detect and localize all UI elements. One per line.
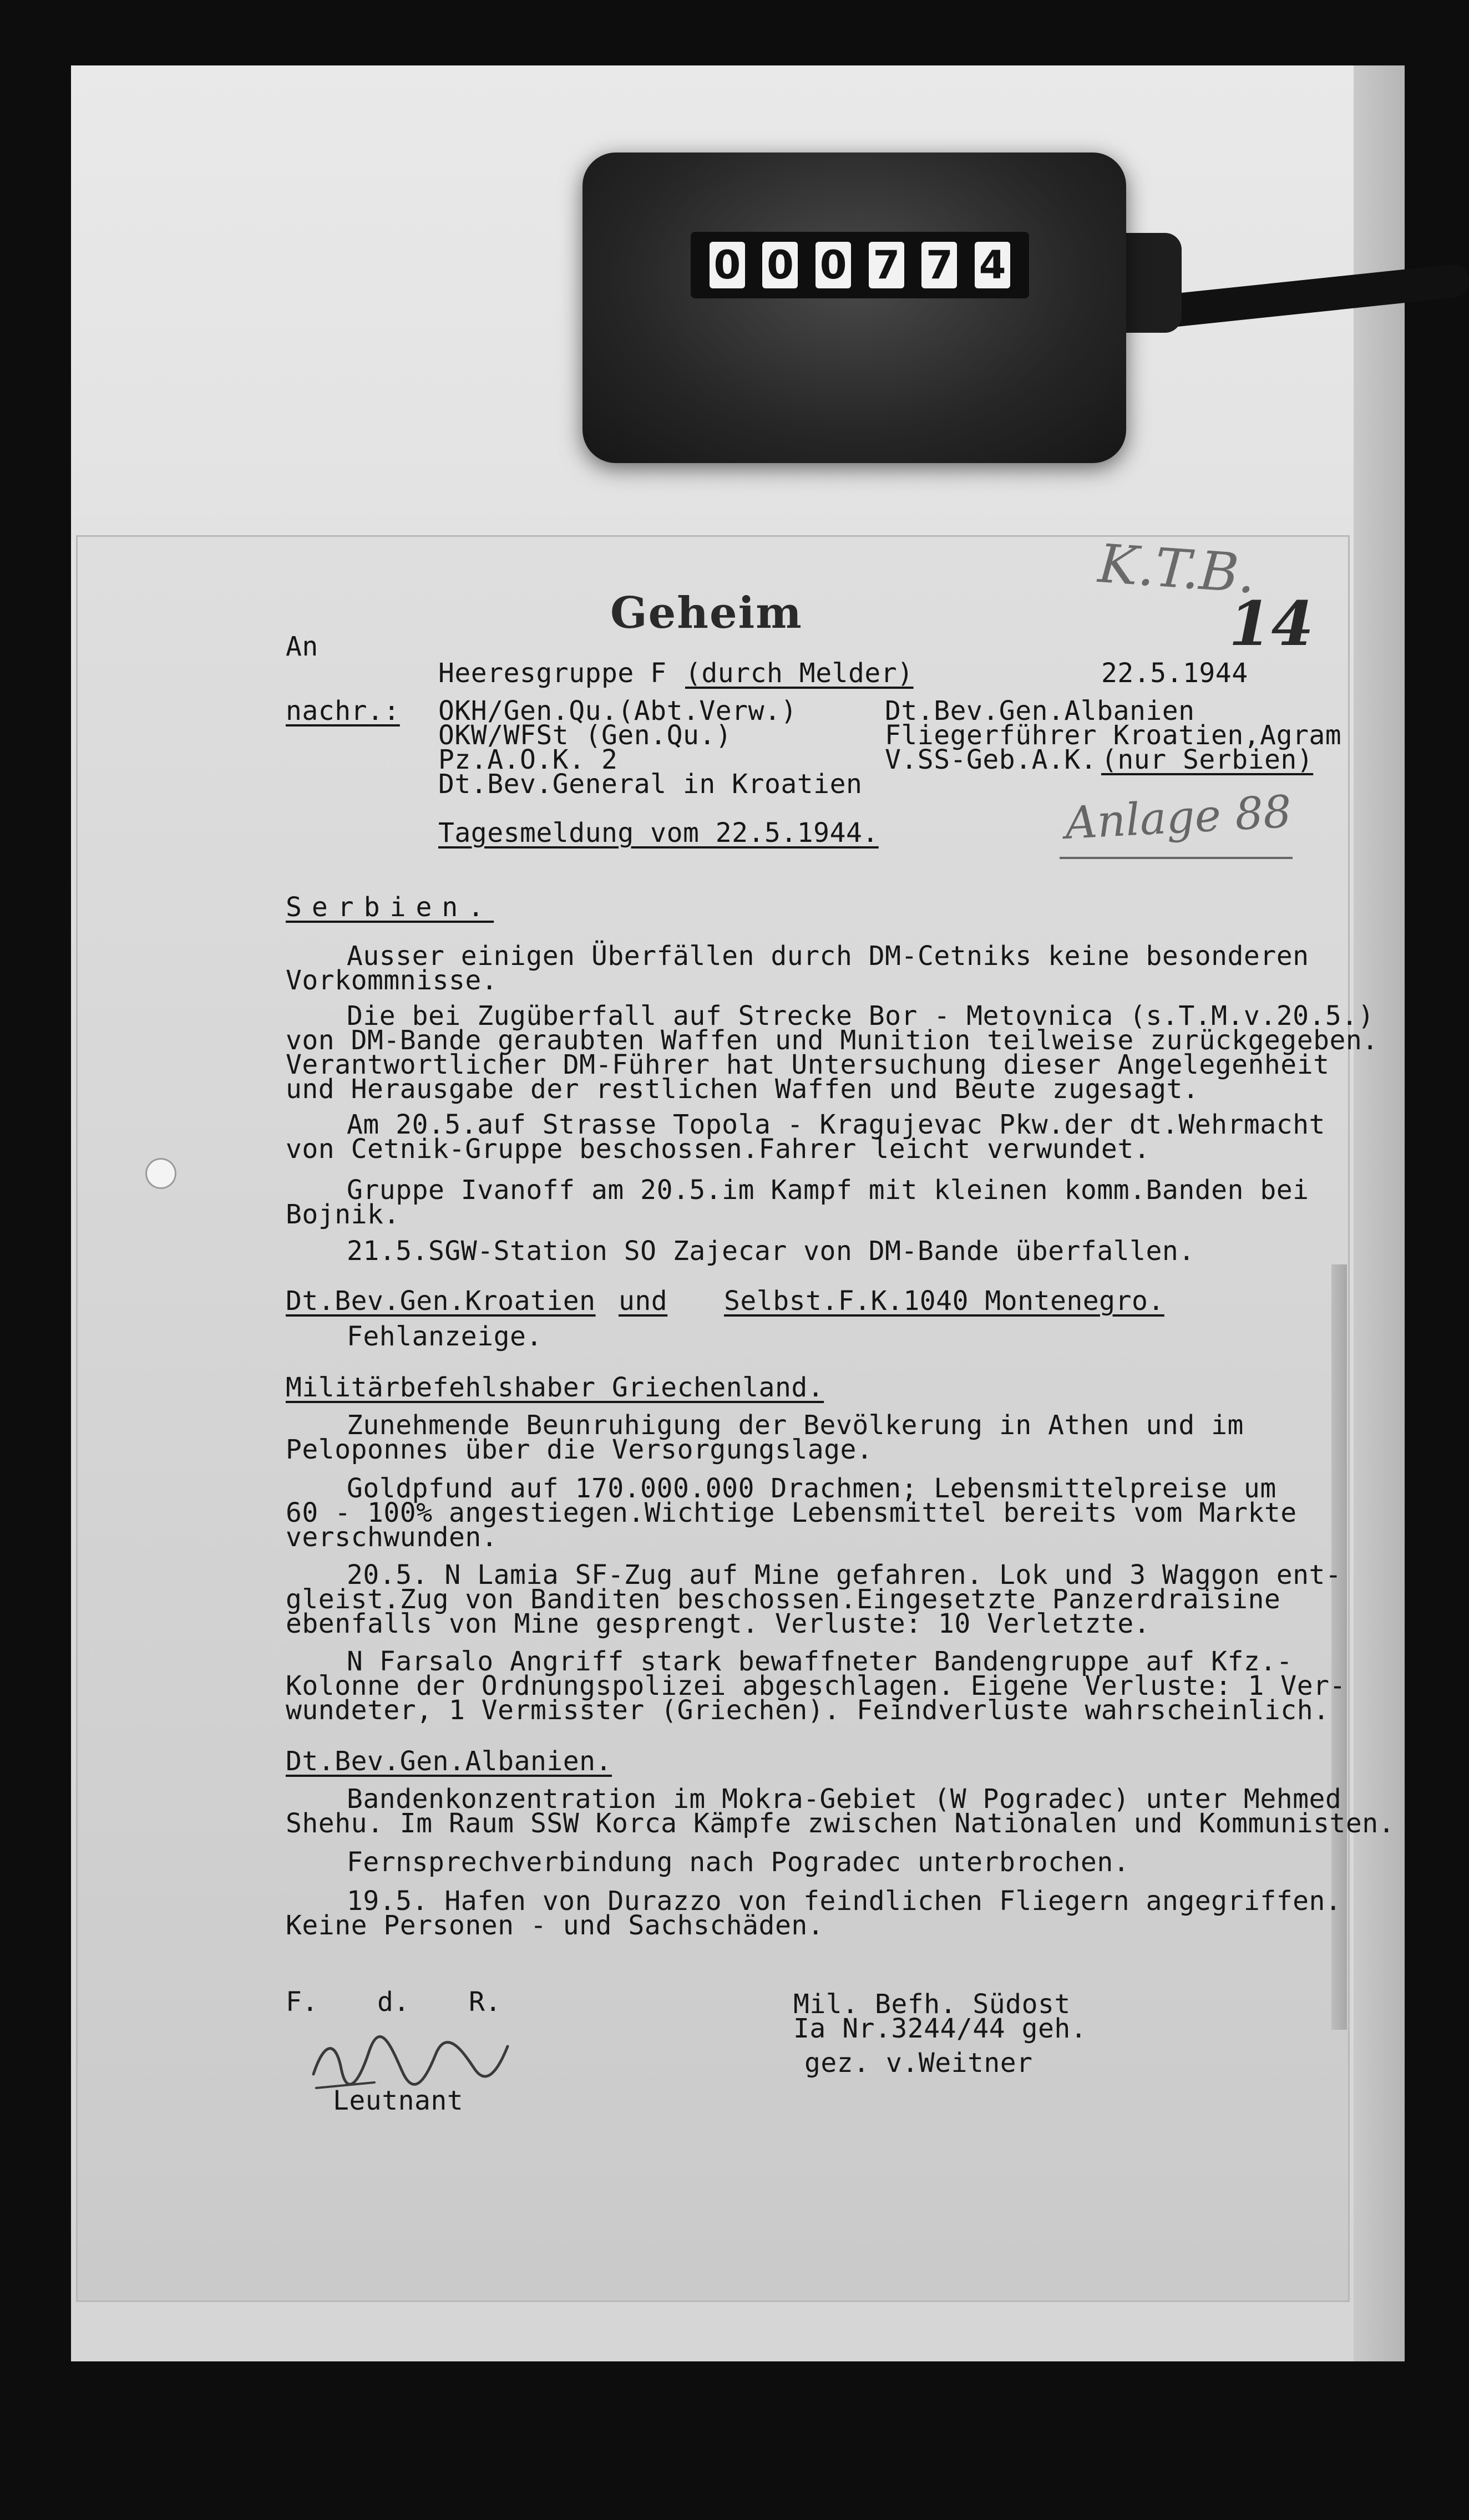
subject-line: Tagesmeldung vom 22.5.1944. xyxy=(438,817,879,849)
section-heading-serbien: Serbien. xyxy=(286,892,494,923)
sender-line: gez. v.Weitner xyxy=(804,2048,1033,2079)
cc-note: (nur Serbien) xyxy=(1101,744,1314,775)
body-line: Verantwortlicher DM-Führer hat Untersuchung dieser Angelegenheit xyxy=(286,1049,1330,1080)
body-line: 60 - 100% angestiegen.Wichtige Lebensmittel bereits vom Markte xyxy=(286,1497,1297,1528)
body-line: und Herausgabe der restlichen Waffen und Beute zugesagt. xyxy=(286,1074,1199,1105)
body-line: Shehu. Im Raum SSW Korca Kämpfe zwischen Nationalen und Kommunisten. xyxy=(286,1808,1395,1839)
counter-digit: 0 xyxy=(815,242,851,288)
body-line: Zunehmende Beunruhigung der Bevölkerung in Athen und im xyxy=(347,1410,1244,1441)
counter-digit: 7 xyxy=(921,242,957,288)
body-line: von DM-Bande geraubten Waffen und Munition teilweise zurückgegeben. xyxy=(286,1025,1379,1056)
folio-number: 14 xyxy=(1229,588,1314,659)
body-line: N Farsalo Angriff stark bewaffneter Bandengruppe auf Kfz.- xyxy=(347,1646,1293,1677)
counter-digit: 7 xyxy=(869,242,904,288)
body-line: Gruppe Ivanoff am 20.5.im Kampf mit kleinen komm.Banden bei xyxy=(347,1175,1309,1206)
counter-digit: 4 xyxy=(975,242,1010,288)
body-line: Fernsprechverbindung nach Pogradec unterbrochen. xyxy=(347,1847,1130,1878)
counter-digit: 0 xyxy=(762,242,798,288)
section-heading-montenegro: Selbst.F.K.1040 Montenegro. xyxy=(724,1286,1164,1317)
anlage-annotation: Anlage 88 xyxy=(1063,785,1293,849)
body-line: Ausser einigen Überfällen durch DM-Cetniks keine besonderen xyxy=(347,941,1309,972)
body-line: Vorkommnisse. xyxy=(286,965,498,996)
body-line: Peloponnes über die Versorgungslage. xyxy=(286,1434,873,1465)
sheet-edge xyxy=(1354,65,1405,2361)
cc-line: Pz.A.O.K. 2 xyxy=(438,744,618,775)
body-line: Goldpfund auf 170.000.000 Drachmen; Lebensmittelpreise um xyxy=(347,1473,1276,1504)
punch-hole xyxy=(145,1158,176,1189)
body-line: Keine Personen - und Sachschäden. xyxy=(286,1910,824,1941)
section-heading-kroatien: Dt.Bev.Gen.Kroatien xyxy=(286,1286,596,1317)
cc-line: Dt.Bev.Gen.Albanien xyxy=(885,695,1195,726)
body-line: verschwunden. xyxy=(286,1522,498,1553)
cc-line: Fliegerführer Kroatien,Agram xyxy=(885,720,1342,751)
body-line: ebenfalls von Mine gesprengt. Verluste: 10 Verletzte. xyxy=(286,1608,1151,1639)
ktb-annotation: K.T.B. xyxy=(1096,532,1258,606)
body-line: Am 20.5.auf Strasse Topola - Kragujevac Pkw.der dt.Wehrmacht xyxy=(347,1109,1325,1140)
section-heading-connector: und xyxy=(619,1286,668,1317)
fdr-initial: d. xyxy=(377,1986,410,2018)
cc-line: Dt.Bev.General in Kroatien xyxy=(438,769,863,800)
body-line: Bojnik. xyxy=(286,1199,400,1230)
cc-line: OKW/WFSt (Gen.Qu.) xyxy=(438,720,732,751)
body-line: Bandenkonzentration im Mokra-Gebiet (W Pogradec) unter Mehmed xyxy=(347,1784,1342,1815)
body-line: 21.5.SGW-Station SO Zajecar von DM-Bande überfallen. xyxy=(347,1236,1195,1267)
frame-counter xyxy=(582,153,1126,463)
addressee-label: An xyxy=(286,631,318,662)
fdr-initial: F. xyxy=(286,1986,318,2018)
section-heading-albanien: Dt.Bev.Gen.Albanien. xyxy=(286,1746,612,1777)
body-line: 19.5. Hafen von Durazzo von feindlichen Fliegern angegriffen. xyxy=(347,1886,1342,1917)
body-line: gleist.Zug von Banditen beschossen.Eingesetzte Panzerdraisine xyxy=(286,1584,1281,1615)
section-heading-griechenland: Militärbefehlshaber Griechenland. xyxy=(286,1372,824,1403)
cc-line: OKH/Gen.Qu.(Abt.Verw.) xyxy=(438,695,797,726)
body-line: Fehlanzeige. xyxy=(347,1321,543,1352)
fdr-initial: R. xyxy=(469,1986,502,2018)
cc-line: V.SS-Geb.A.K. xyxy=(885,744,1097,775)
document-date: 22.5.1944 xyxy=(1101,658,1248,689)
classification-stamp: Geheim xyxy=(610,588,803,638)
signatory-rank: Leutnant xyxy=(333,2085,464,2116)
sender-line: Ia Nr.3244/44 geh. xyxy=(793,2013,1087,2044)
body-line: 20.5. N Lamia SF-Zug auf Mine gefahren. Lok und 3 Waggon ent- xyxy=(347,1559,1342,1591)
body-line: Kolonne der Ordnungspolizei abgeschlagen. Eigene Verluste: 1 Ver- xyxy=(286,1670,1346,1701)
body-line: von Cetnik-Gruppe beschossen.Fahrer leicht verwundet. xyxy=(286,1134,1151,1165)
counter-digit: 0 xyxy=(710,242,745,288)
anlage-underline xyxy=(1060,857,1293,859)
nachr-label: nachr.: xyxy=(286,695,400,726)
body-line: wundeter, 1 Vermisster (Griechen). Feindverluste wahrscheinlich. xyxy=(286,1695,1330,1726)
counter-display xyxy=(691,232,1029,298)
sender-line: Mil. Befh. Südost xyxy=(793,1989,1071,2020)
delivery-method: (durch Melder) xyxy=(685,658,914,689)
body-line: Die bei Zugüberfall auf Strecke Bor - Metovnica (s.T.M.v.20.5.) xyxy=(347,1000,1375,1032)
recipient: Heeresgruppe F xyxy=(438,658,667,689)
